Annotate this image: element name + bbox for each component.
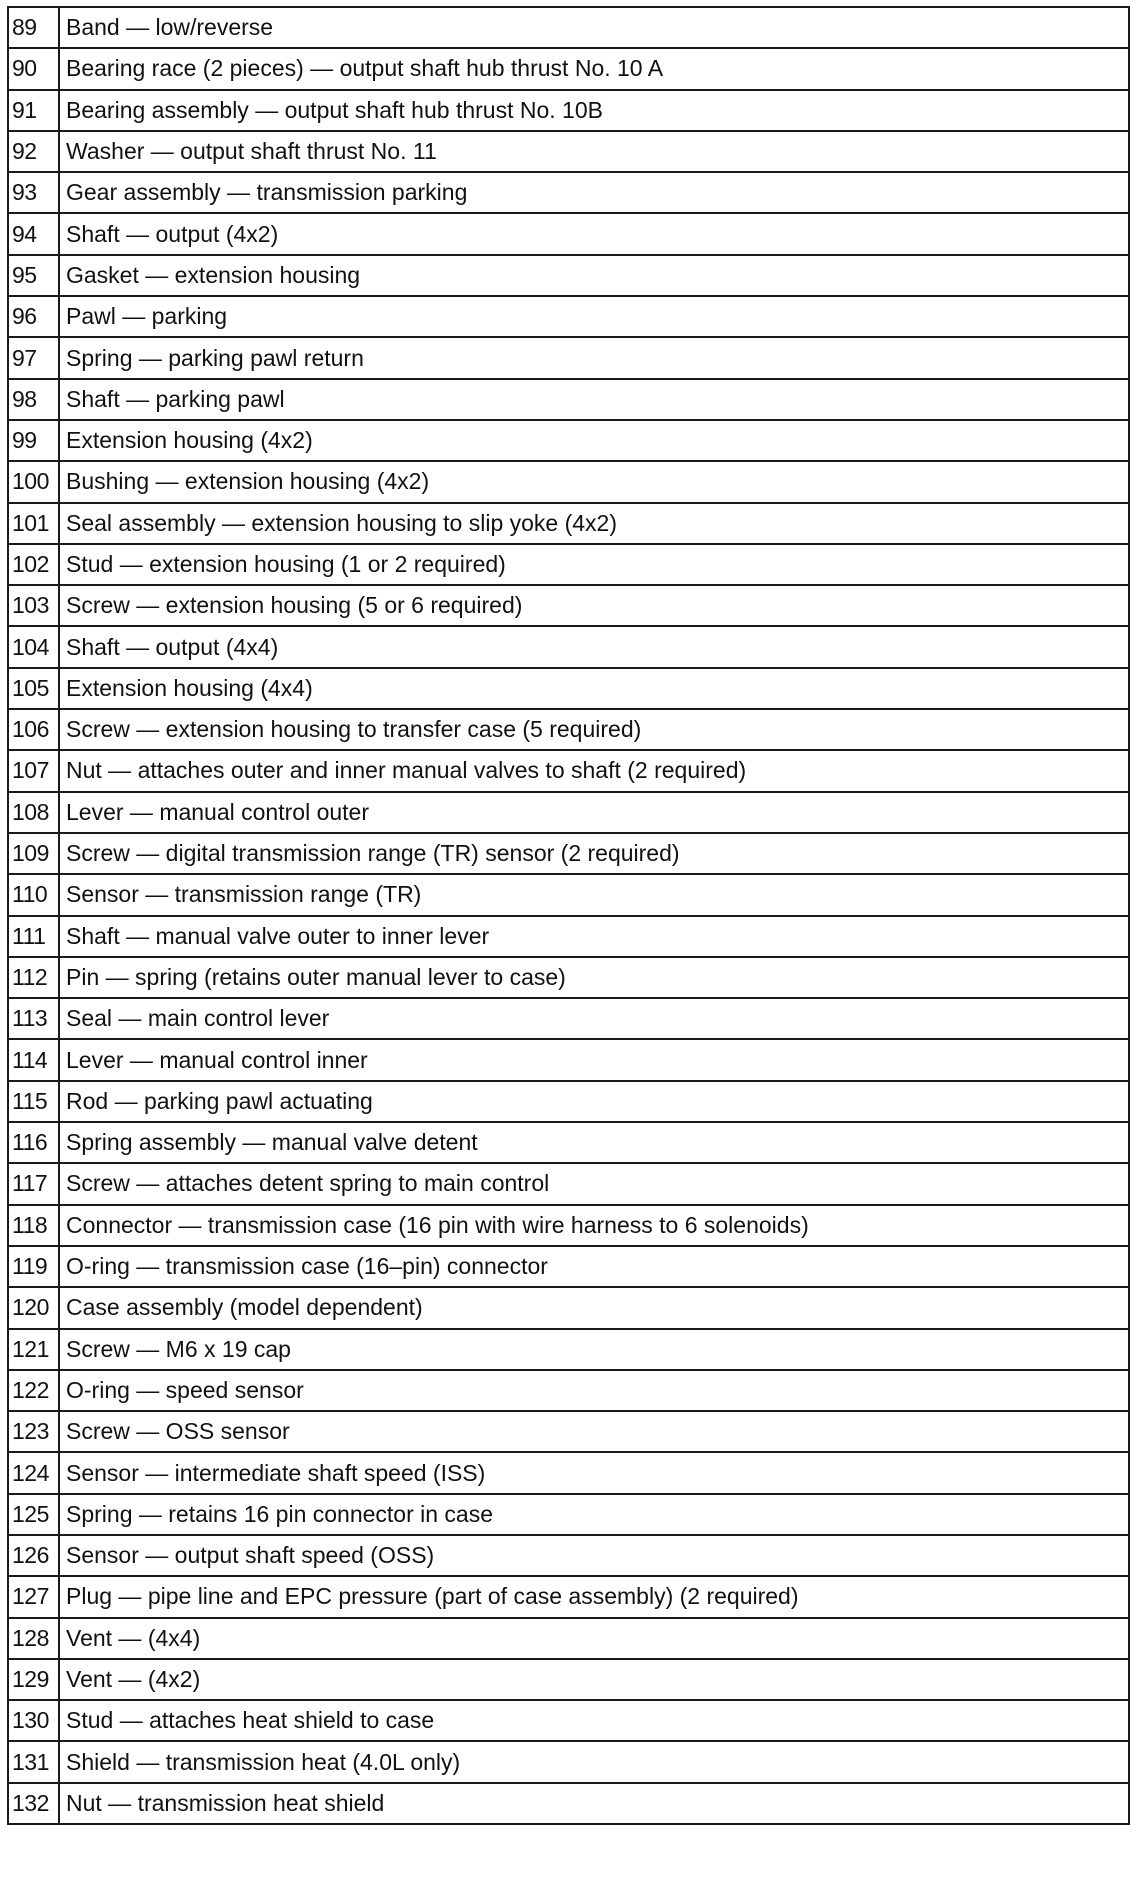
part-description-cell: Pin — spring (retains outer manual lever to case) xyxy=(59,957,1129,998)
part-number-cell: 91 xyxy=(8,90,59,131)
part-description-cell: Stud — attaches heat shield to case xyxy=(59,1700,1129,1741)
table-row xyxy=(8,1081,1129,1122)
table-row xyxy=(8,7,1129,48)
part-number-cell: 102 xyxy=(8,544,59,585)
table-row xyxy=(8,420,1129,461)
part-description-cell: Spring — parking pawl return xyxy=(59,337,1129,378)
part-description-cell: Nut — transmission heat shield xyxy=(59,1783,1129,1824)
part-description-cell: Shaft — manual valve outer to inner lever xyxy=(59,916,1129,957)
part-description-cell: Shield — transmission heat (4.0L only) xyxy=(59,1741,1129,1782)
parts-list-table xyxy=(7,6,1130,1825)
part-number-cell: 112 xyxy=(8,957,59,998)
table-row xyxy=(8,503,1129,544)
table-row xyxy=(8,957,1129,998)
part-description-cell: Plug — pipe line and EPC pressure (part of case assembly) (2 required) xyxy=(59,1576,1129,1617)
table-row xyxy=(8,172,1129,213)
part-number-cell: 123 xyxy=(8,1411,59,1452)
table-row xyxy=(8,1741,1129,1782)
part-number-cell: 96 xyxy=(8,296,59,337)
part-number-cell: 89 xyxy=(8,7,59,48)
table-row xyxy=(8,585,1129,626)
table-row xyxy=(8,48,1129,89)
table-row xyxy=(8,874,1129,915)
table-row xyxy=(8,1122,1129,1163)
table-row xyxy=(8,1783,1129,1824)
table-row xyxy=(8,296,1129,337)
part-description-cell: Stud — extension housing (1 or 2 required) xyxy=(59,544,1129,585)
part-number-cell: 118 xyxy=(8,1205,59,1246)
part-description-cell: Screw — digital transmission range (TR) sensor (2 required) xyxy=(59,833,1129,874)
table-row xyxy=(8,1576,1129,1617)
part-description-cell: Seal assembly — extension housing to slip yoke (4x2) xyxy=(59,503,1129,544)
table-row xyxy=(8,1535,1129,1576)
table-row xyxy=(8,1370,1129,1411)
table-row xyxy=(8,668,1129,709)
part-number-cell: 101 xyxy=(8,503,59,544)
part-description-cell: O-ring — transmission case (16–pin) connector xyxy=(59,1246,1129,1287)
part-description-cell: Band — low/reverse xyxy=(59,7,1129,48)
part-description-cell: Lever — manual control outer xyxy=(59,792,1129,833)
part-number-cell: 122 xyxy=(8,1370,59,1411)
part-number-cell: 131 xyxy=(8,1741,59,1782)
table-row xyxy=(8,792,1129,833)
part-number-cell: 116 xyxy=(8,1122,59,1163)
part-description-cell: Pawl — parking xyxy=(59,296,1129,337)
part-description-cell: Vent — (4x4) xyxy=(59,1618,1129,1659)
part-number-cell: 97 xyxy=(8,337,59,378)
part-number-cell: 129 xyxy=(8,1659,59,1700)
table-row xyxy=(8,1700,1129,1741)
part-number-cell: 110 xyxy=(8,874,59,915)
table-row xyxy=(8,626,1129,667)
part-description-cell: Seal — main control lever xyxy=(59,998,1129,1039)
part-number-cell: 126 xyxy=(8,1535,59,1576)
part-number-cell: 92 xyxy=(8,131,59,172)
part-description-cell: Screw — extension housing to transfer case (5 required) xyxy=(59,709,1129,750)
table-row xyxy=(8,750,1129,791)
part-number-cell: 105 xyxy=(8,668,59,709)
part-number-cell: 90 xyxy=(8,48,59,89)
part-description-cell: Spring assembly — manual valve detent xyxy=(59,1122,1129,1163)
table-row xyxy=(8,1618,1129,1659)
part-description-cell: Gear assembly — transmission parking xyxy=(59,172,1129,213)
table-row xyxy=(8,998,1129,1039)
part-number-cell: 128 xyxy=(8,1618,59,1659)
part-description-cell: Screw — M6 x 19 cap xyxy=(59,1329,1129,1370)
table-row xyxy=(8,131,1129,172)
part-number-cell: 108 xyxy=(8,792,59,833)
part-description-cell: Screw — attaches detent spring to main control xyxy=(59,1163,1129,1204)
part-description-cell: Sensor — intermediate shaft speed (ISS) xyxy=(59,1452,1129,1493)
part-number-cell: 111 xyxy=(8,916,59,957)
part-number-cell: 121 xyxy=(8,1329,59,1370)
table-row xyxy=(8,337,1129,378)
part-number-cell: 130 xyxy=(8,1700,59,1741)
table-row xyxy=(8,1329,1129,1370)
part-number-cell: 132 xyxy=(8,1783,59,1824)
part-number-cell: 120 xyxy=(8,1287,59,1328)
part-description-cell: Bearing assembly — output shaft hub thrust No. 10B xyxy=(59,90,1129,131)
part-number-cell: 94 xyxy=(8,213,59,254)
part-description-cell: Bushing — extension housing (4x2) xyxy=(59,461,1129,502)
part-description-cell: Screw — OSS sensor xyxy=(59,1411,1129,1452)
part-description-cell: Connector — transmission case (16 pin with wire harness to 6 solenoids) xyxy=(59,1205,1129,1246)
part-description-cell: O-ring — speed sensor xyxy=(59,1370,1129,1411)
table-row xyxy=(8,1452,1129,1493)
table-row xyxy=(8,461,1129,502)
table-row xyxy=(8,1659,1129,1700)
part-number-cell: 127 xyxy=(8,1576,59,1617)
part-description-cell: Vent — (4x2) xyxy=(59,1659,1129,1700)
part-description-cell: Sensor — transmission range (TR) xyxy=(59,874,1129,915)
table-row xyxy=(8,1287,1129,1328)
part-number-cell: 114 xyxy=(8,1039,59,1080)
part-number-cell: 106 xyxy=(8,709,59,750)
part-description-cell: Gasket — extension housing xyxy=(59,255,1129,296)
table-row xyxy=(8,379,1129,420)
part-description-cell: Nut — attaches outer and inner manual valves to shaft (2 required) xyxy=(59,750,1129,791)
part-description-cell: Extension housing (4x4) xyxy=(59,668,1129,709)
table-row xyxy=(8,916,1129,957)
part-number-cell: 99 xyxy=(8,420,59,461)
table-row xyxy=(8,1163,1129,1204)
part-number-cell: 109 xyxy=(8,833,59,874)
part-number-cell: 107 xyxy=(8,750,59,791)
table-row xyxy=(8,709,1129,750)
table-row xyxy=(8,1246,1129,1287)
part-number-cell: 100 xyxy=(8,461,59,502)
part-description-cell: Spring — retains 16 pin connector in case xyxy=(59,1494,1129,1535)
part-number-cell: 103 xyxy=(8,585,59,626)
table-row xyxy=(8,90,1129,131)
part-number-cell: 115 xyxy=(8,1081,59,1122)
table-row xyxy=(8,255,1129,296)
part-description-cell: Rod — parking pawl actuating xyxy=(59,1081,1129,1122)
table-row xyxy=(8,213,1129,254)
part-description-cell: Case assembly (model dependent) xyxy=(59,1287,1129,1328)
part-number-cell: 124 xyxy=(8,1452,59,1493)
part-number-cell: 125 xyxy=(8,1494,59,1535)
part-number-cell: 104 xyxy=(8,626,59,667)
part-description-cell: Washer — output shaft thrust No. 11 xyxy=(59,131,1129,172)
part-description-cell: Shaft — output (4x4) xyxy=(59,626,1129,667)
table-row xyxy=(8,833,1129,874)
table-row xyxy=(8,544,1129,585)
part-description-cell: Screw — extension housing (5 or 6 required) xyxy=(59,585,1129,626)
part-number-cell: 98 xyxy=(8,379,59,420)
table-row xyxy=(8,1494,1129,1535)
part-description-cell: Shaft — parking pawl xyxy=(59,379,1129,420)
part-description-cell: Sensor — output shaft speed (OSS) xyxy=(59,1535,1129,1576)
part-description-cell: Bearing race (2 pieces) — output shaft hub thrust No. 10 A xyxy=(59,48,1129,89)
part-number-cell: 93 xyxy=(8,172,59,213)
part-description-cell: Shaft — output (4x2) xyxy=(59,213,1129,254)
table-row xyxy=(8,1205,1129,1246)
part-number-cell: 119 xyxy=(8,1246,59,1287)
part-number-cell: 117 xyxy=(8,1163,59,1204)
part-number-cell: 113 xyxy=(8,998,59,1039)
part-number-cell: 95 xyxy=(8,255,59,296)
parts-list-body xyxy=(8,7,1129,1824)
table-row xyxy=(8,1039,1129,1080)
table-row xyxy=(8,1411,1129,1452)
part-description-cell: Lever — manual control inner xyxy=(59,1039,1129,1080)
part-description-cell: Extension housing (4x2) xyxy=(59,420,1129,461)
